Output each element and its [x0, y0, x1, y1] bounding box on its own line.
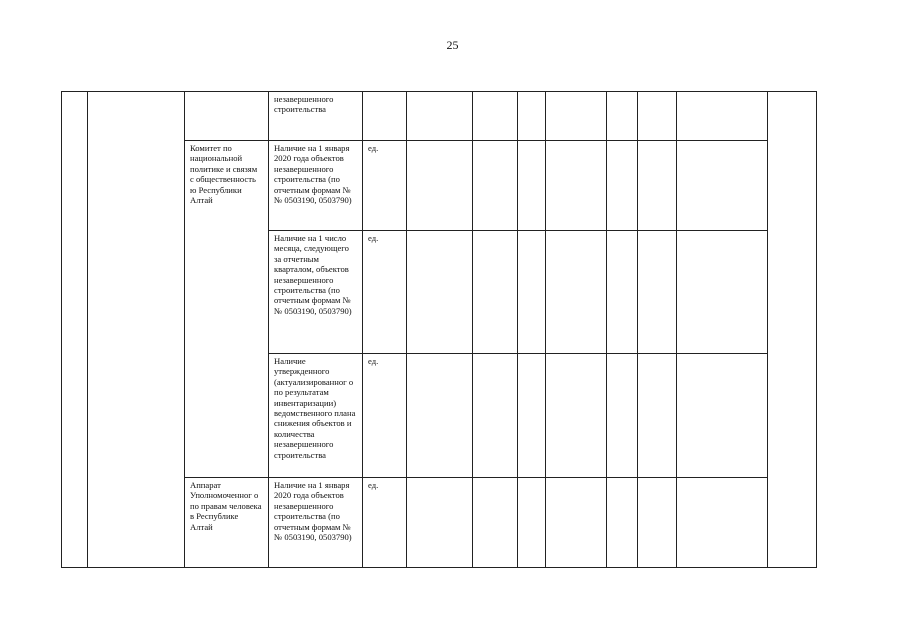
value-cell	[607, 478, 638, 568]
unit-cell: ед.	[363, 231, 407, 354]
value-cell	[473, 354, 518, 478]
value-cell	[638, 92, 677, 141]
value-cell	[677, 141, 768, 231]
value-cell	[546, 478, 607, 568]
value-cell	[677, 478, 768, 568]
value-cell	[638, 231, 677, 354]
value-cell	[607, 92, 638, 141]
unit-cell: ед.	[363, 141, 407, 231]
value-cell	[407, 354, 473, 478]
name-cell	[88, 92, 185, 568]
unit-cell	[363, 92, 407, 141]
value-cell	[407, 231, 473, 354]
value-cell	[473, 231, 518, 354]
note-cell	[768, 92, 817, 568]
indicator-cell: Наличие на 1 января 2020 года объектов незавершенного строительства (по отчетным формам №№ 0503190, 0503790)	[269, 141, 363, 231]
organization-cell	[185, 92, 269, 141]
page-number: 25	[446, 38, 459, 52]
unit-cell: ед.	[363, 478, 407, 568]
table-row	[62, 92, 817, 141]
indicator-cell: Наличие утвержденного (актуализированног о по результатам инвентаризации) ведомственного плана снижения объектов и количества незавершенного строительства	[269, 354, 363, 478]
value-cell	[607, 141, 638, 231]
value-cell	[407, 141, 473, 231]
organization-cell: Комитет по национальной политике и связям с общественность ю Республики Алтай	[185, 141, 269, 478]
value-cell	[473, 478, 518, 568]
number-cell	[62, 92, 88, 568]
value-cell	[546, 231, 607, 354]
value-cell	[607, 354, 638, 478]
value-cell	[638, 354, 677, 478]
value-cell	[518, 141, 546, 231]
value-cell	[638, 141, 677, 231]
value-cell	[473, 141, 518, 231]
value-cell	[677, 231, 768, 354]
value-cell	[546, 354, 607, 478]
value-cell	[518, 354, 546, 478]
value-cell	[546, 92, 607, 141]
indicator-cell: незавершенного строительства	[269, 92, 363, 141]
report-table	[61, 91, 817, 568]
organization-cell: Аппарат Уполномоченног о по правам человека в Республике Алтай	[185, 478, 269, 568]
value-cell	[518, 231, 546, 354]
value-cell	[518, 92, 546, 141]
value-cell	[546, 141, 607, 231]
value-cell	[677, 354, 768, 478]
value-cell	[473, 92, 518, 141]
value-cell	[607, 231, 638, 354]
unit-cell: ед.	[363, 354, 407, 478]
indicator-cell: Наличие на 1 число месяца, следующего за отчетным кварталом, объектов незавершенного строительства (по отчетным формам №№ 0503190, 0503790)	[269, 231, 363, 354]
value-cell	[677, 92, 768, 141]
value-cell	[638, 478, 677, 568]
value-cell	[518, 478, 546, 568]
indicator-cell: Наличие на 1 января 2020 года объектов незавершенного строительства (по отчетным формам №№ 0503190, 0503790)	[269, 478, 363, 568]
value-cell	[407, 92, 473, 141]
value-cell	[407, 478, 473, 568]
